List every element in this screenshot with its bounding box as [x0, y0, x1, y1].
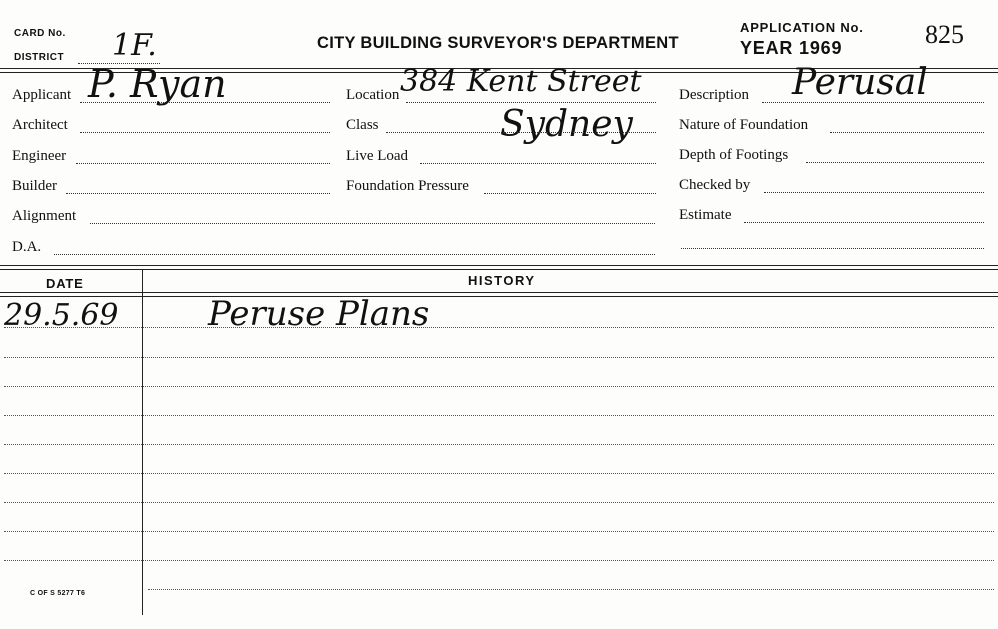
- history-header-rule-top: [0, 292, 998, 293]
- district-value: 1F.: [112, 28, 157, 63]
- card-no-label: CARD No.: [14, 28, 66, 39]
- date-header: DATE: [46, 276, 84, 291]
- estimate-label: Estimate: [679, 207, 732, 223]
- estimate-line: [744, 222, 984, 223]
- location-line: [406, 102, 656, 103]
- year-label: YEAR 1969: [740, 38, 843, 58]
- history-entry-text: Peruse Plans: [208, 294, 430, 334]
- description-value: Perusal: [792, 62, 928, 103]
- history-rule-line: [4, 415, 994, 416]
- location-value-line1: 384 Kent Street: [400, 64, 642, 99]
- da-line: [54, 254, 655, 255]
- history-rule-line: [4, 386, 994, 387]
- history-rule-line: [4, 531, 994, 532]
- depth-of-footings-line: [806, 162, 984, 163]
- location-value-line2: Sydney: [500, 104, 633, 145]
- alignment-line: [90, 223, 655, 224]
- history-rule-line: [4, 444, 994, 445]
- nature-of-foundation-line: [830, 132, 984, 133]
- history-header-rule-bottom: [0, 296, 998, 297]
- engineer-line: [76, 163, 330, 164]
- right-blank-line: [681, 248, 984, 249]
- history-rule-line: [4, 560, 994, 561]
- history-entry-date: 29.5.69: [4, 298, 119, 333]
- nature-of-foundation-label: Nature of Foundation: [679, 117, 809, 133]
- history-rule-line: [148, 589, 994, 590]
- history-rule-top: [0, 265, 998, 266]
- department-title: CITY BUILDING SURVEYOR'S DEPARTMENT: [317, 34, 679, 52]
- foundation-pressure-line: [484, 193, 656, 194]
- foundation-pressure-label: Foundation Pressure: [346, 178, 469, 194]
- depth-of-footings-label: Depth of Footings: [679, 147, 789, 163]
- class-label: Class: [346, 117, 379, 133]
- history-header: HISTORY: [468, 273, 536, 288]
- engineer-label: Engineer: [12, 148, 67, 164]
- da-label: D.A.: [12, 239, 42, 255]
- history-rule-line: [4, 327, 994, 328]
- live-load-label: Live Load: [346, 148, 409, 164]
- applicant-label: Applicant: [12, 87, 72, 103]
- history-rule-line: [4, 357, 994, 358]
- class-line: [386, 132, 656, 133]
- date-column-divider: [142, 269, 143, 615]
- application-no-value: 825: [925, 20, 964, 49]
- builder-line: [66, 193, 330, 194]
- alignment-label: Alignment: [12, 208, 77, 224]
- history-rule-bottom: [0, 269, 998, 270]
- architect-label: Architect: [12, 117, 68, 133]
- description-label: Description: [679, 87, 749, 103]
- application-no-label: APPLICATION No.: [740, 20, 864, 35]
- location-label: Location: [346, 87, 400, 103]
- district-label: DISTRICT: [14, 52, 65, 63]
- form-code: C OF S 5277 T6: [30, 590, 86, 597]
- checked-by-label: Checked by: [679, 177, 751, 193]
- architect-line: [80, 132, 330, 133]
- live-load-line: [420, 163, 656, 164]
- checked-by-line: [764, 192, 984, 193]
- builder-label: Builder: [12, 178, 57, 194]
- history-rule-line: [4, 502, 994, 503]
- applicant-value: P. Ryan: [88, 62, 227, 106]
- history-rule-line: [4, 473, 994, 474]
